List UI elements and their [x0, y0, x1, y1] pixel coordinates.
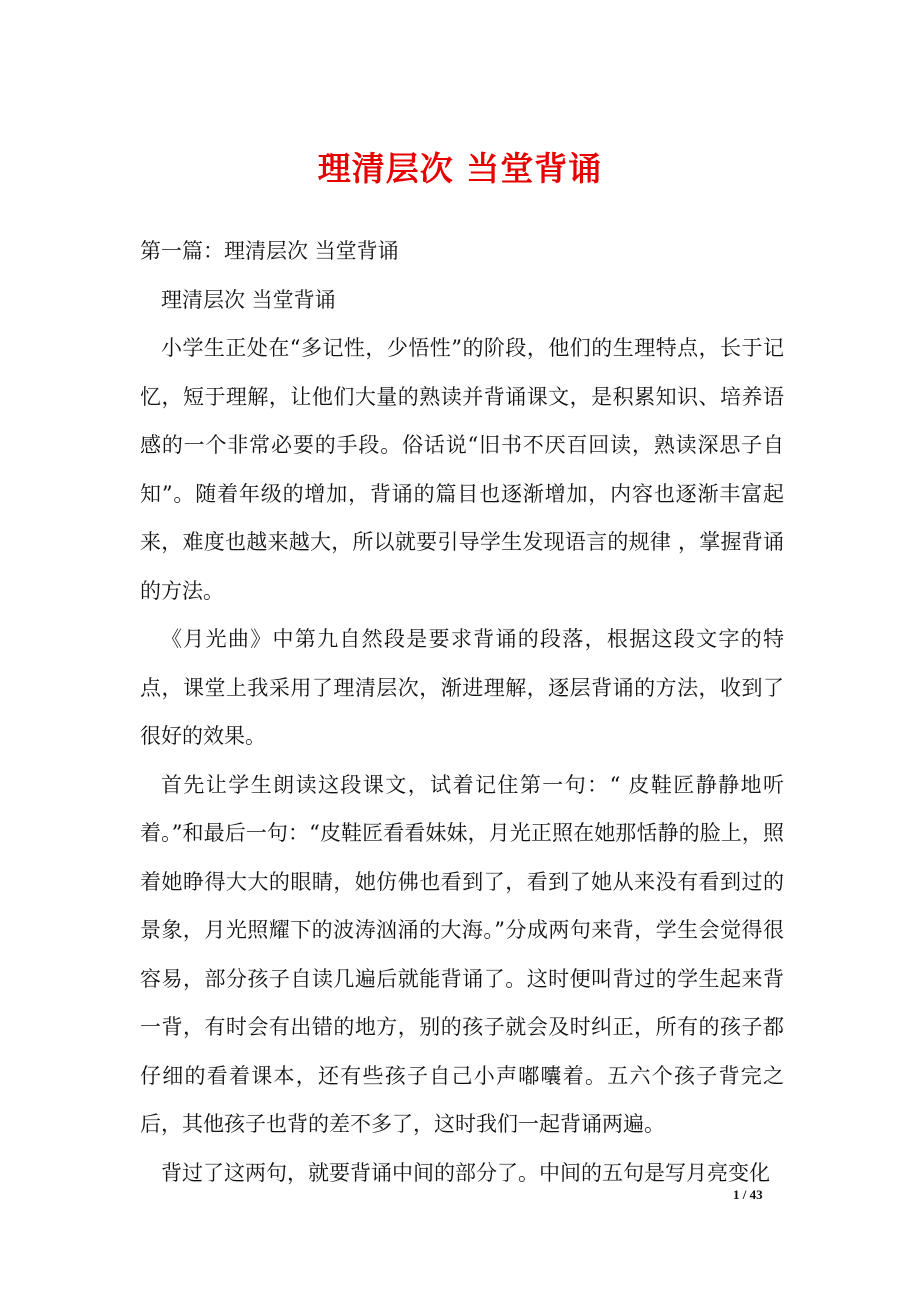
paragraph: 小学生正处在“多记性，少悟性”的阶段，他们的生理特点，长于记忆，短于理解，让他们大量的熟读并背诵课文，是积累知识、培养语感的一个非常必要的手段。俗话说“旧书不厌百回读，熟读深思子自知”。随着年级的增加，背诵的篇目也逐渐增加，内容也逐渐丰富起来，难度也越来越大，所以就要引导学生发现语言的规律 ，掌握背诵的方法。: [140, 336, 784, 603]
document-title: 理清层次 当堂背诵: [317, 149, 603, 188]
section-heading: 第一篇：理清层次 当堂背诵: [140, 239, 399, 263]
subheading: 理清层次 当堂背诵: [161, 287, 336, 312]
paragraph: 《月光曲》中第九自然段是要求背诵的段落，根据这段文字的特点，课堂上我采用了理清层次，渐进理解，逐层背诵的方法，收到了很好的效果。: [140, 627, 784, 748]
paragraph: 背过了这两句，就要背诵中间的部分了。中间的五句是写月亮变化: [161, 1160, 770, 1185]
document-body: [140, 227, 784, 1197]
page-number: 1 / 43: [733, 1187, 763, 1202]
paragraph: 首先让学生朗读这段课文，试着记住第一句：“ 皮鞋匠静静地听着。”和最后一句：“皮鞋匠看看妹妹，月光正照在她那恬静的脸上，照着她睁得大大的眼睛，她仿佛也看到了，看到了她从来没有看到过的景象，月光照耀下的波涛汹涌的大海。”分成两句来背，学生会觉得很容易，部分孩子自读几遍后就能背诵了。这时便叫背过的学生起来背一背，有时会有出错的地方，别的孩子就会及时纠正，所有的孩子都仔细的看着课本，还有些孩子自己小声嘟囔着。五六个孩子背完之后，其他孩子也背的差不多了，这时我们一起背诵两遍。: [140, 772, 784, 1136]
